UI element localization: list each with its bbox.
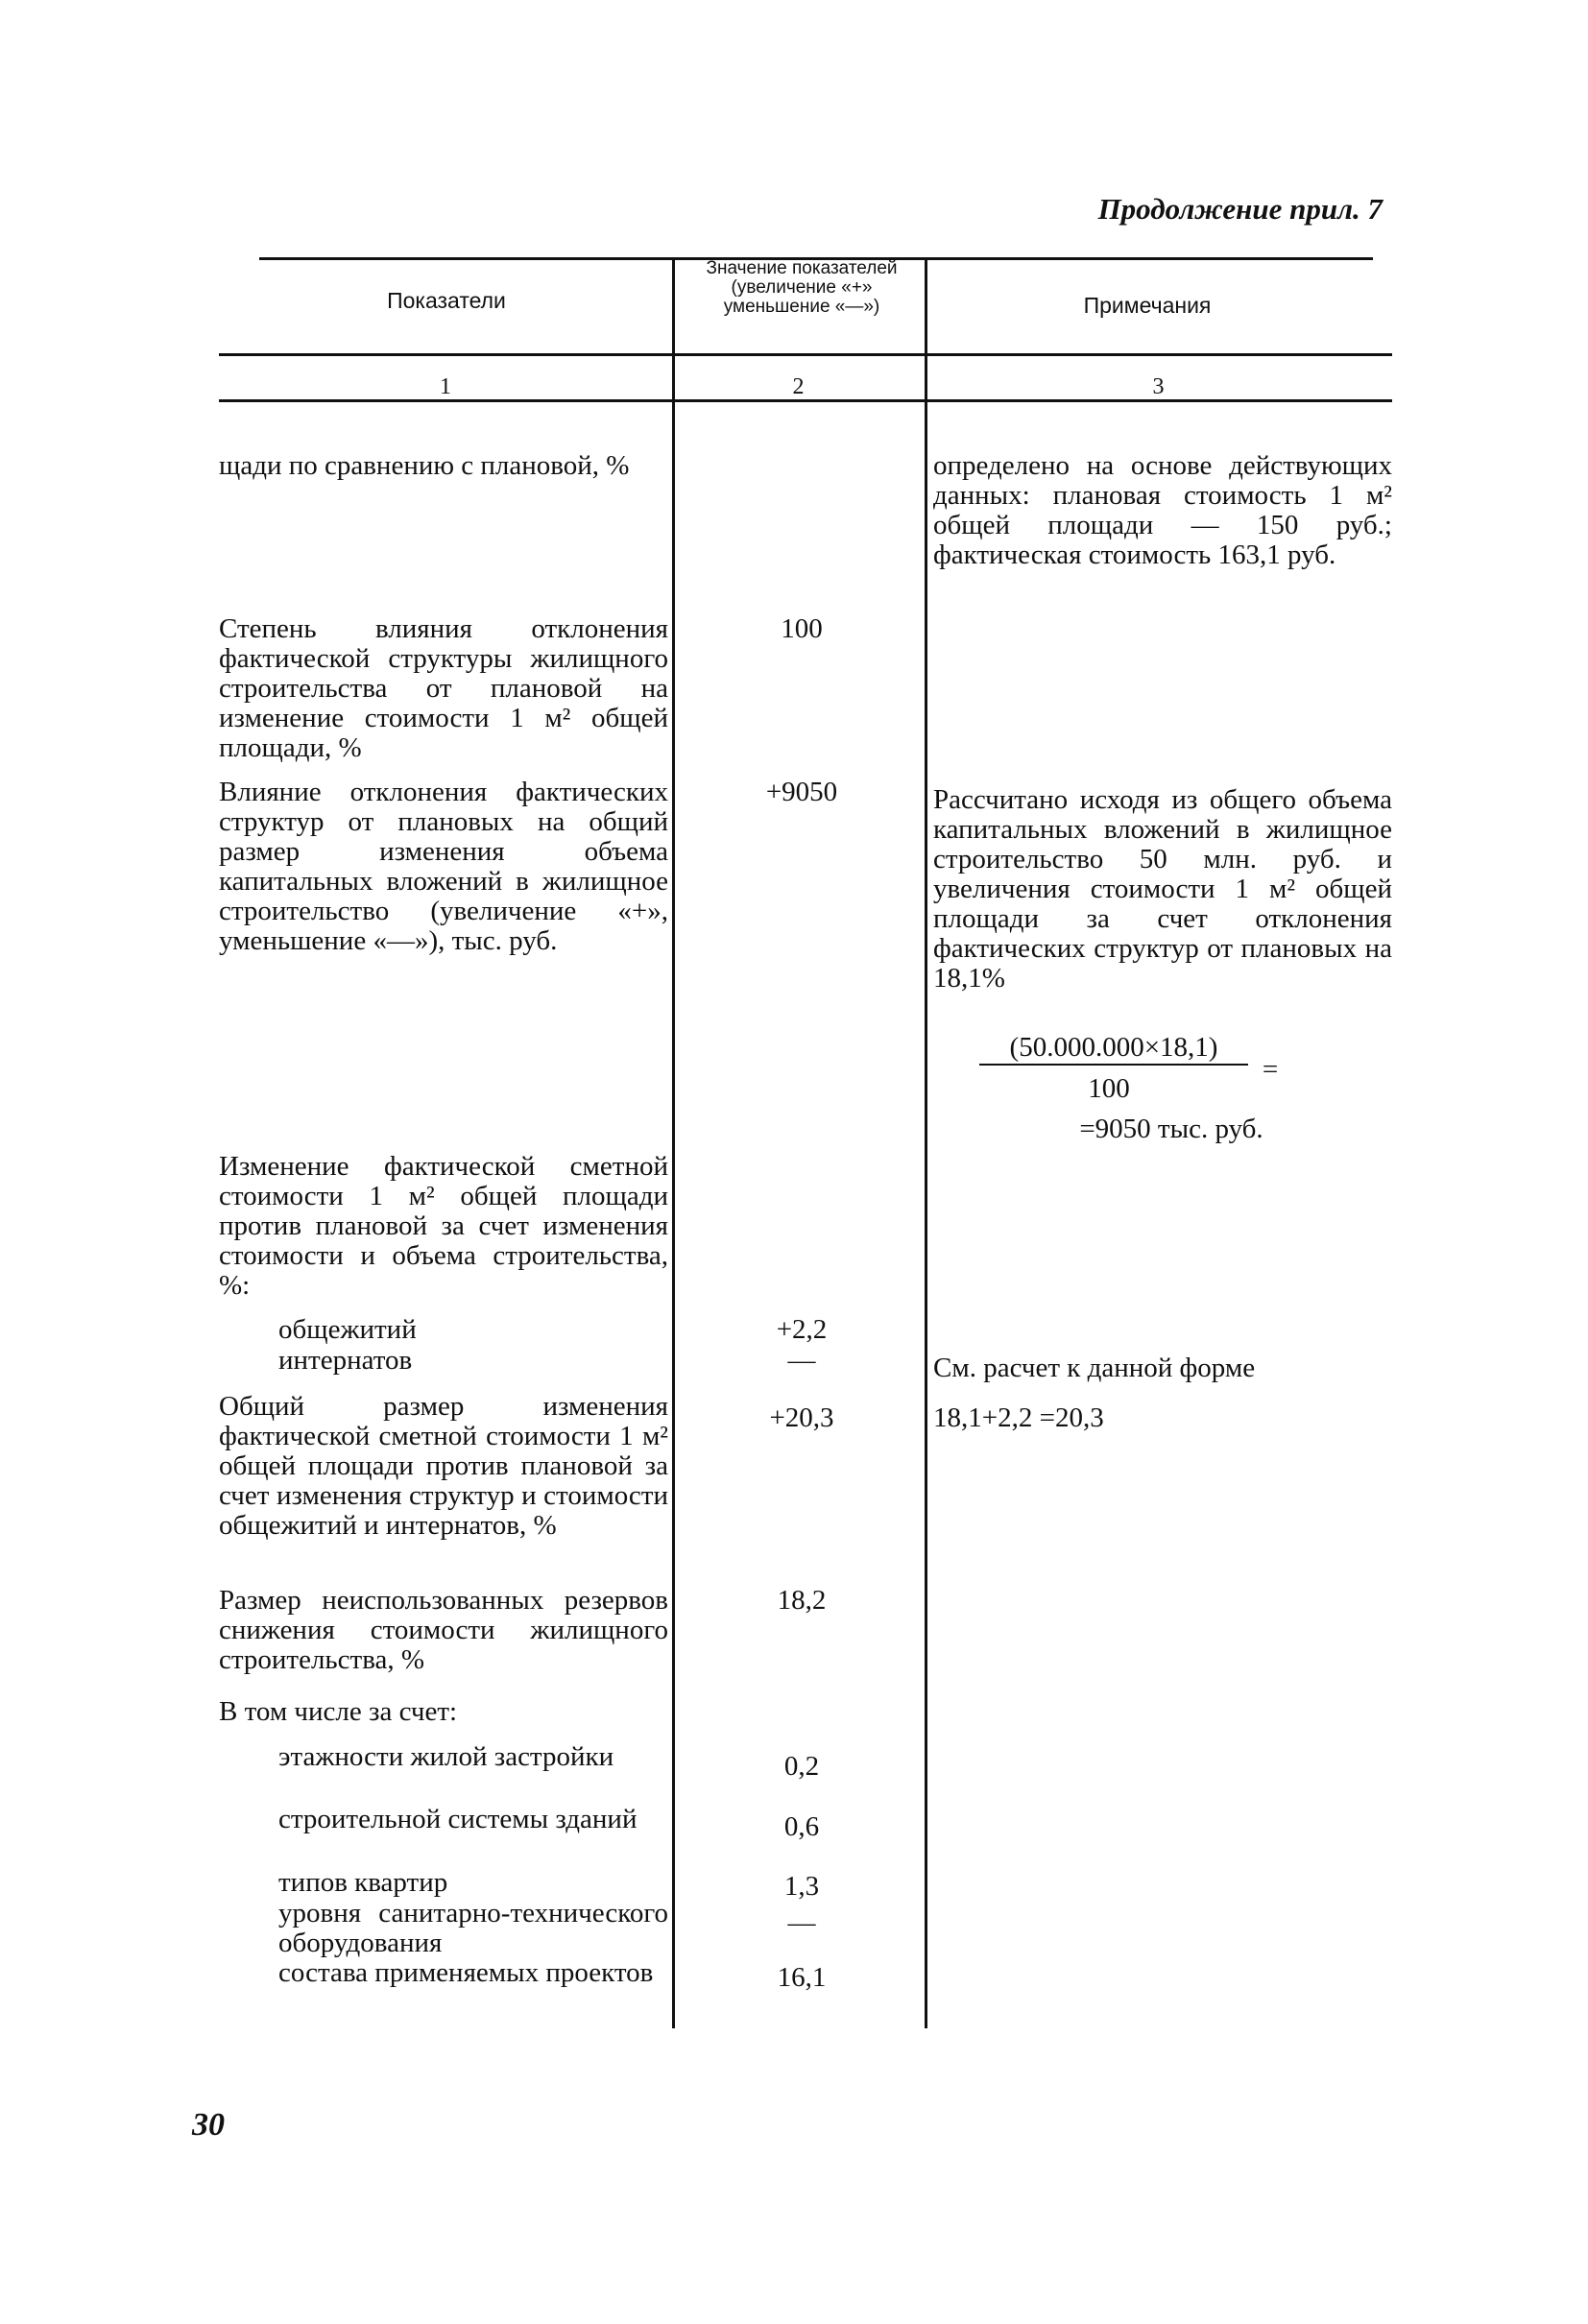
formula-numerator: (50.000.000×18,1) [979,1032,1248,1066]
table-row-label: Общий размер изменения фактической сметной стоимости 1 м² общей площади против плановой за счет изменения структур и стоимости общежитий и интернатов, % [219,1391,668,1541]
header-bottom-rule [219,353,1392,356]
column-header-notes: Примечания [1083,293,1212,318]
table-row-label: общежитий [278,1314,417,1345]
table-row-note: 18,1+2,2 =20,3 [933,1402,1104,1433]
table-row-value: +20,3 [769,1402,834,1433]
column-number-3: 3 [1152,374,1165,399]
table-row-value: 16,1 [777,1962,827,1993]
table-row-note: определено на основе действующих данных: плановая стоимость 1 м² общей площади — 150 руб.; фактическая стоимость 163,1 руб. [933,450,1392,570]
table-row-value: +2,2 [776,1314,828,1345]
formula-result: =9050 тыс. руб. [1079,1114,1263,1144]
table-row-label: Изменение фактической сметной стоимости 1 м² общей площади против плановой за счет изменения стоимости и объема строительства, %: [219,1151,668,1301]
page-header: Продолжение прил. 7 [1097,192,1383,226]
formula-equals: = [1262,1054,1279,1085]
page-number: 30 [192,2107,225,2143]
table-row-value: +9050 [765,777,838,807]
table-row-label: состава применяемых проектов [278,1957,654,1988]
table-row-value: — [787,1345,816,1376]
column-header-value: Значение показателей (увеличение «+» уменьшение «—») [706,258,898,317]
table-row-note: Рассчитано исходя из общего объема капитальных вложений в жилищное строительство 50 млн. руб. и увеличения стоимости 1 м² общей площади за счет отклонения фактических структур от плановых на 18,1% [933,784,1392,994]
table-row-label: интернатов [278,1345,413,1376]
table-row-label: строительной системы зданий [278,1804,638,1834]
table-row-value: 1,3 [783,1871,820,1902]
table-row-label: типов квартир [278,1867,448,1898]
table-row-label: щади по сравнению с плановой, % [219,450,630,481]
column-number-2: 2 [792,374,805,399]
table-row-label: В том числе за счет: [219,1696,458,1727]
table-row-note: См. расчет к данной форме [933,1353,1256,1383]
column-divider-1 [672,257,675,2028]
table-row-label: Степень влияния отклонения фактической структуры жилищного строительства от плановой на изменение стоимости 1 м² общей площади, % [219,613,668,763]
table-row-label: Размер неиспользованных резервов снижения стоимости жилищного строительства, % [219,1585,668,1675]
table-row-label: Влияние отклонения фактических структур от плановых на общий размер изменения объема капитальных вложений в жилищное строительство (увеличение «+», уменьшение «—»), тыс. руб. [219,777,668,956]
table-row-value: 0,6 [783,1811,820,1842]
column-number-1: 1 [440,374,451,399]
formula-denominator: 100 [1088,1073,1130,1104]
column-header-indicators: Показатели [387,288,506,313]
table-row-value: 0,2 [783,1751,820,1782]
table-row-value: — [787,1907,816,1938]
table-row-value: 18,2 [777,1585,827,1616]
table-row-label: этажности жилой застройки [278,1741,614,1772]
table-row-value: 100 [781,613,823,644]
table-row-label: уровня санитарно-технического оборудования [278,1898,668,1958]
